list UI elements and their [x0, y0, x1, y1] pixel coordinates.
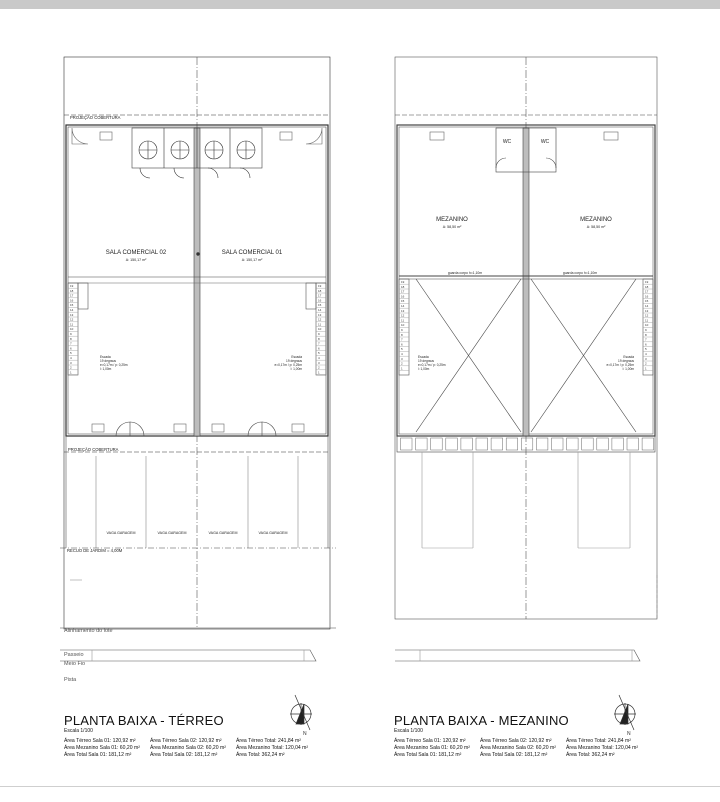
stair-step-number: 11 [318, 322, 322, 327]
railing-cell [401, 438, 413, 450]
stair-step-number: 13 [645, 308, 649, 313]
stair-step-number: 2 [70, 365, 72, 370]
stair-step-number: 5 [645, 347, 647, 352]
void-right [531, 279, 636, 432]
stair-step-number: 19 [645, 280, 649, 284]
vaga-label-2: VAGA GARAGEM [157, 531, 187, 535]
stair-step-number: 12 [401, 313, 405, 318]
stair-step-number: 14 [645, 304, 649, 308]
stair-step-numbers [68, 280, 653, 375]
mezz-stair-right-line-1: Escada [623, 355, 634, 359]
stair-right-line-1: Escada [291, 355, 302, 359]
stair-step-number: 5 [318, 351, 320, 356]
stair-step-number: 17 [70, 293, 74, 298]
area-cell: Área Total: 362,24 m² [236, 752, 285, 758]
guard-right-label: guarda corpo h=1,10m [562, 271, 598, 275]
stair-step-number: 3 [318, 360, 320, 365]
sidewalk-curb [60, 650, 316, 661]
stair-left-line-3: e=0,17m / p: 0,25m [100, 363, 128, 367]
stair-step-number: 14 [70, 308, 74, 312]
stair-step-number: 15 [318, 303, 322, 308]
area-cell: Área Térreo Total: 241,84 m² [566, 738, 631, 744]
area-cell: Área Mezanino Total: 120,04 m² [236, 745, 309, 751]
stair-left-line-1: Escada [100, 355, 111, 359]
stair-step-number: 7 [318, 341, 320, 346]
stair-step-number: 3 [645, 356, 647, 361]
area-cell: Área Térreo Sala 01: 120,92 m² [394, 738, 466, 744]
stair-step-number: 7 [645, 337, 647, 342]
area-cell: Área Mezanino Sala 01: 60,20 m² [64, 745, 140, 751]
stair-step-number: 15 [401, 299, 405, 304]
area-cell: Área Mezanino Total: 120,04 m² [566, 745, 639, 751]
railing-cells [401, 438, 654, 450]
area-cell: Área Total Sala 01: 181,12 m² [64, 752, 132, 758]
stair-step-number: 16 [645, 294, 649, 299]
curb-label: Meio Fio [64, 661, 86, 667]
stair-step-number: 9 [645, 328, 647, 332]
void-left [416, 279, 521, 432]
stair-step-number: 7 [401, 337, 403, 342]
stair-step-number: 13 [401, 308, 405, 313]
railing-cell [642, 438, 654, 450]
stair-step-number: 3 [70, 360, 72, 365]
projection-label-top: PROJEÇÃO COBERTURA [70, 115, 121, 120]
stair-step-number: 10 [318, 327, 322, 332]
stair-left-line-4: l: 1,00m [100, 367, 112, 371]
caption-title: PLANTA BAIXA - TÉRREO [64, 713, 224, 728]
caption-scale: Escala 1/100 [64, 728, 93, 734]
stair-right-line-2: 19 degraus [286, 359, 302, 363]
setback-label: RECUO DE JARDIM = 4,00M [67, 548, 123, 553]
area-table [394, 738, 652, 758]
stair-step-number: 18 [645, 284, 649, 289]
sidewalk-label: Passeio [64, 652, 84, 658]
stair-step-number: 8 [318, 336, 320, 341]
stair-step-number: 16 [318, 298, 322, 303]
railing-cell [627, 438, 639, 450]
stair-step-number: 8 [645, 332, 647, 337]
area-cell: Área Mezanino Sala 02: 60,20 m² [150, 745, 226, 751]
stair-step-number: 18 [70, 288, 74, 293]
stair-step-number: 6 [401, 342, 403, 347]
mezz-left-area: A: 58,50 m² [442, 225, 462, 229]
stair-step-number: 16 [70, 298, 74, 303]
stair-step-number: 19 [318, 284, 322, 288]
projection-label-bottom: PROJEÇÃO COBERTURA [68, 447, 119, 452]
room-02-area: A: 150,17 m² [125, 258, 147, 262]
stair-step-number: 4 [318, 356, 320, 360]
stair-step-number: 12 [70, 317, 74, 322]
stair-step-number: 11 [70, 322, 74, 327]
stair-step-number: 17 [318, 293, 322, 298]
stair-step-number: 17 [645, 289, 649, 294]
stair-step-number: 9 [70, 332, 72, 336]
stair-step-number: 11 [645, 318, 649, 323]
stair-step-number: 4 [645, 352, 647, 356]
area-cell: Área Total Sala 02: 181,12 m² [150, 752, 218, 758]
wc-right-label: WC [540, 139, 550, 145]
lot-line-label: Alinhamento do lote [64, 628, 113, 634]
stair-step-number: 3 [401, 356, 403, 361]
stair-right-ground [306, 283, 326, 375]
vaga-label-4: VAGA GARAGEM [258, 531, 288, 535]
stair-step-number: 1 [70, 370, 72, 375]
stair-step-number: 18 [318, 288, 322, 293]
stair-left-line-2: 19 degraus [100, 359, 116, 363]
stair-step-number: 13 [318, 312, 322, 317]
stair-right-line-3: e=0,17m / p: 0,25m [274, 363, 302, 367]
stair-step-number: 10 [645, 323, 649, 328]
stair-step-number: 1 [401, 366, 403, 371]
guard-left-label: guarda corpo h=1,10m [447, 271, 483, 275]
stair-step-number: 2 [645, 361, 647, 366]
area-cell: Área Mezanino Sala 01: 60,20 m² [394, 745, 470, 751]
party-wall [194, 128, 200, 436]
railing-cell [597, 438, 609, 450]
railing-cell [521, 438, 533, 450]
stair-step-number: 17 [401, 289, 405, 294]
mezz-stair-right-line-3: e=0,17m / p: 0,25m [606, 363, 634, 367]
stair-step-number: 10 [70, 327, 74, 332]
north-label-right: N [627, 731, 631, 737]
stair-step-number: 14 [318, 308, 322, 312]
stair-step-number: 1 [645, 366, 647, 371]
railing-cell [446, 438, 458, 450]
stair-step-number: 18 [401, 284, 405, 289]
railing-cell [552, 438, 564, 450]
area-cell: Área Térreo Sala 01: 120,92 m² [64, 738, 136, 744]
room-02-name: SALA COMERCIAL 02 [105, 250, 167, 256]
stair-step-number: 9 [401, 328, 403, 332]
mezz-right-area: A: 58,50 m² [586, 225, 606, 229]
railing-cell [567, 438, 579, 450]
stair-step-number: 13 [70, 312, 74, 317]
stair-step-number: 2 [318, 365, 320, 370]
railing-cell [416, 438, 428, 450]
mezz-stair-left-line-2: 19 degraus [418, 359, 434, 363]
north-label-left: N [303, 731, 307, 737]
street-label: Pista [64, 677, 77, 683]
area-cell: Área Térreo Sala 02: 120,92 m² [480, 738, 552, 744]
stair-right-line-4: l: 1,00m [290, 367, 302, 371]
stair-step-number: 19 [401, 280, 405, 284]
stair-step-number: 15 [645, 299, 649, 304]
railing-cell [506, 438, 518, 450]
mezz-right-name: MEZANINO [580, 217, 612, 223]
stair-step-number: 7 [70, 341, 72, 346]
area-cell: Área Total Sala 01: 181,12 m² [394, 752, 462, 758]
stair-step-number: 6 [318, 346, 320, 351]
stair-step-number: 12 [318, 317, 322, 322]
stair-step-number: 1 [318, 370, 320, 375]
caption-title: PLANTA BAIXA - MEZANINO [394, 713, 569, 728]
stair-step-number: 4 [70, 356, 72, 360]
railing-cell [431, 438, 443, 450]
mezz-stair-left-line-3: e=0,17m / p: 0,25m [418, 363, 446, 367]
mezz-stair-right-line-4: l: 1,00m [622, 367, 634, 371]
railing-cell [491, 438, 503, 450]
stair-step-number: 8 [401, 332, 403, 337]
vaga-label-1: VAGA GARAGEM [106, 531, 136, 535]
railing-cell [476, 438, 488, 450]
stair-step-number: 15 [70, 303, 74, 308]
caption-mezzanine [394, 713, 652, 758]
stair-step-number: 12 [645, 313, 649, 318]
area-cell: Área Total Sala 02: 181,12 m² [480, 752, 548, 758]
room-01-name: SALA COMERCIAL 01 [221, 250, 283, 256]
stair-step-number: 16 [401, 294, 405, 299]
stair-step-number: 4 [401, 352, 403, 356]
vaga-label-3: VAGA GARAGEM [208, 531, 238, 535]
stair-step-number: 2 [401, 361, 403, 366]
stair-step-number: 10 [401, 323, 405, 328]
stair-step-number: 5 [70, 351, 72, 356]
stair-step-number: 11 [401, 318, 405, 323]
stair-step-number: 5 [401, 347, 403, 352]
stair-step-number: 9 [318, 332, 320, 336]
room-01-area: A: 150,17 m² [241, 258, 263, 262]
area-table [64, 738, 322, 758]
mezz-stair-right-line-2: 19 degraus [618, 359, 634, 363]
area-cell: Área Térreo Total: 241,84 m² [236, 738, 301, 744]
area-cell: Área Total: 362,24 m² [566, 752, 615, 758]
mezz-left-name: MEZANINO [436, 217, 468, 223]
stair-step-number: 6 [70, 346, 72, 351]
stair-step-number: 8 [70, 336, 72, 341]
stair-step-number: 6 [645, 342, 647, 347]
stair-step-number: 19 [70, 284, 74, 288]
mezz-stair-left-line-1: Escada [418, 355, 429, 359]
caption-scale: Escala 1/100 [394, 728, 423, 734]
caption-ground-floor [64, 713, 322, 758]
railing-cell [582, 438, 594, 450]
stair-step-number: 14 [401, 304, 405, 308]
railing-cell [536, 438, 548, 450]
area-cell: Área Térreo Sala 02: 120,92 m² [150, 738, 222, 744]
wc-left-label: WC [502, 139, 512, 145]
area-cell: Área Mezanino Sala 02: 60,20 m² [480, 745, 556, 751]
railing-cell [612, 438, 624, 450]
mezz-stair-left-line-4: l: 1,00m [418, 367, 430, 371]
railing-cell [461, 438, 473, 450]
